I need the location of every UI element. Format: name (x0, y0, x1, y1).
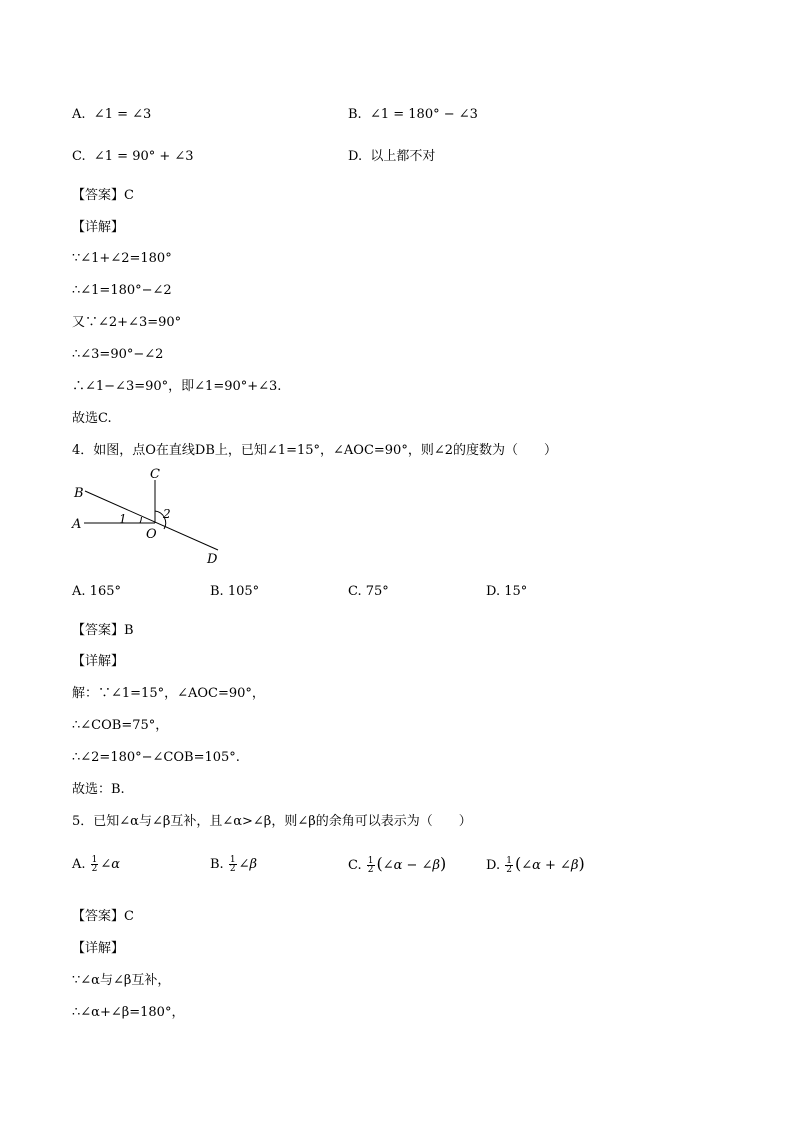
label-1: 1 (119, 512, 127, 526)
q3-option-d: D. 以上都不对 (348, 149, 436, 164)
fraction-half: $\frac{1}{2}$ (91, 855, 98, 874)
q3-option-b: B. ∠1 = 180° − ∠3 (348, 107, 478, 122)
q3-conclusion: 故选C. (72, 411, 112, 426)
q3-step-4: ∴∠3=90°−∠2 (72, 347, 164, 362)
q5-option-c: C. $\frac{1}{2}$ (∠α − ∠β) (348, 854, 447, 875)
label-c: C (150, 467, 160, 482)
q3-step-1: ∵∠1+∠2=180° (72, 251, 172, 266)
fraction-half: $\frac{1}{2}$ (506, 856, 512, 875)
q4-figure (60, 462, 240, 572)
q5-stem: 5．已知∠α与∠β互补，且∠α>∠β，则∠β的余角可以表示为（ ） (72, 814, 472, 829)
q3-option-c: C. ∠1 = 90° + ∠3 (72, 149, 194, 164)
q5-option-b: B. $\frac{1}{2}$ ∠β (210, 855, 257, 874)
q5-step-2: ∴∠α+∠β=180°， (72, 1005, 185, 1020)
q4-answer: 【答案】B (72, 623, 134, 638)
q5-answer: 【答案】C (72, 909, 134, 924)
q4-step-1: 解：∵∠1=15°，∠AOC=90°， (72, 686, 265, 701)
q4-conclusion: 故选：B. (72, 782, 125, 797)
angle-1-arc (140, 517, 142, 523)
q3-step-3: 又∵∠2+∠3=90° (72, 315, 182, 330)
q4-detail-heading: 【详解】 (72, 654, 125, 669)
q5-option-d: D. $\frac{1}{2}$ (∠α + ∠β) (486, 854, 585, 875)
q4-option-a: A. 165° (72, 584, 121, 599)
label-a: A (72, 517, 82, 532)
q5-detail-heading: 【详解】 (72, 941, 125, 956)
q3-step-2: ∴∠1=180°−∠2 (72, 283, 172, 298)
label-2: 2 (163, 507, 171, 521)
q5-step-1: ∵∠α与∠β互补， (72, 973, 171, 988)
q4-option-c: C. 75° (348, 584, 389, 599)
label-d: D (207, 552, 218, 567)
q4-option-d: D. 15° (486, 584, 528, 599)
q4-step-3: ∴∠2=180°−∠COB=105°. (72, 750, 240, 765)
fraction-half: $\frac{1}{2}$ (229, 855, 236, 874)
q3-answer: 【答案】C (72, 188, 134, 203)
q3-step-5: ∴∠1−∠3=90°，即∠1=90°+∠3. (72, 379, 282, 394)
q4-stem: 4．如图，点O在直线DB上，已知∠1=15°，∠AOC=90°，则∠2的度数为（ ） (72, 443, 557, 458)
label-o: O (146, 527, 157, 542)
label-b: B (74, 486, 84, 501)
q3-detail-heading: 【详解】 (72, 220, 125, 235)
q5-option-a: A. $\frac{1}{2}$ ∠α (72, 855, 121, 874)
q4-step-2: ∴∠COB=75°， (72, 718, 169, 733)
q4-option-b: B. 105° (210, 584, 260, 599)
fraction-half: $\frac{1}{2}$ (367, 856, 374, 875)
q3-option-a: A. ∠1 = ∠3 (72, 107, 152, 122)
